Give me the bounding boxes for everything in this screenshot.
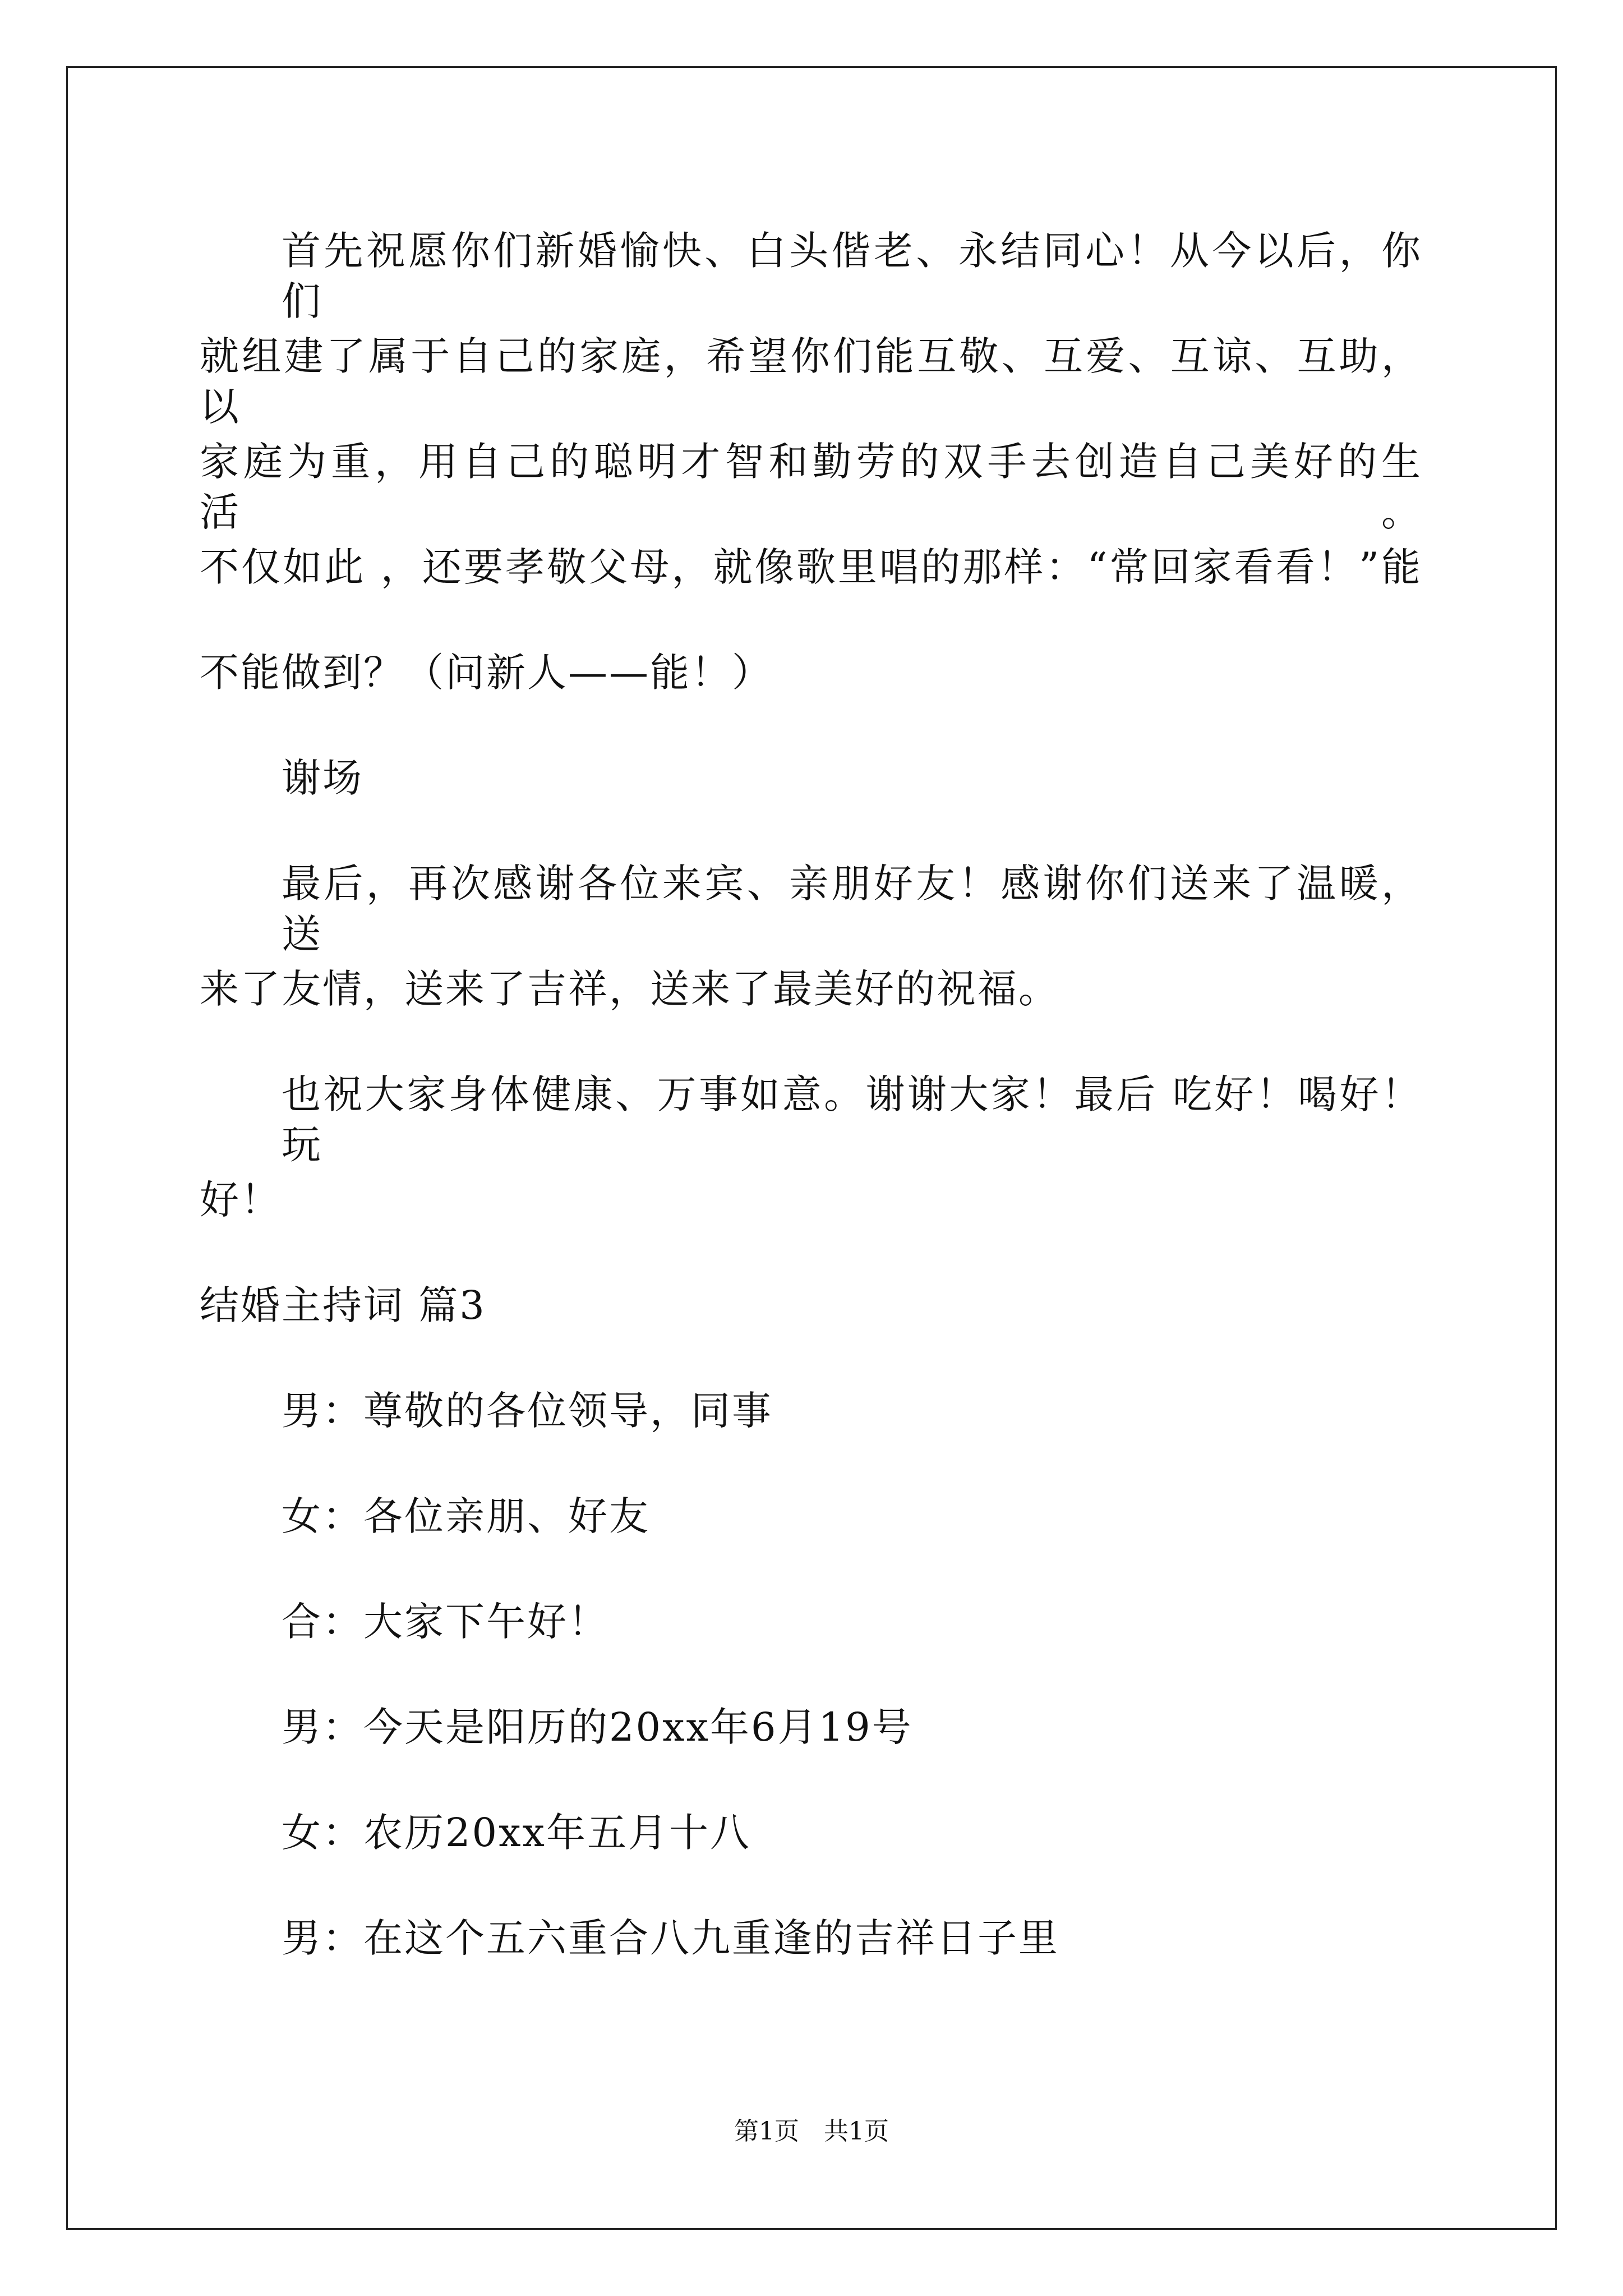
dialogue-line: 女：农历20xx年五月十八 [282,1810,751,1856]
dialogue-line: 男：尊敬的各位领导，同事 [282,1388,773,1434]
section-label: 谢场 [282,755,363,801]
paragraph-line: 就组建了属于自己的家庭，希望你们能互敬、互爱、互谅、互助，以 [200,333,1422,430]
paragraph-line: 首先祝愿你们新婚愉快、白头偕老、永结同心！从今以后，你们 [282,228,1422,324]
dialogue-line: 合：大家下午好！ [282,1599,609,1645]
dialogue-line: 男：在这个五六重合八九重逢的吉祥日子里 [282,1915,1059,1961]
paragraph-line: 不仅如此 ，还要孝敬父母，就像歌里唱的那样：“常回家看看！”能 [200,544,1422,590]
dialogue-line: 男：今天是阳历的20xx年6月19号 [282,1704,913,1750]
paragraph-line: 家庭为重，用自己的聪明才智和勤劳的双手去创造自己美好的生活。 [200,439,1422,535]
paragraph-line: 最后，再次感谢各位来宾、亲朋好友！感谢你们送来了温暖，送 [282,861,1422,957]
dialogue-line: 女：各位亲朋、好友 [282,1493,650,1539]
paragraph-line: 不能做到？（问新人——能！） [200,650,773,696]
paragraph-line: 好！ [200,1177,282,1223]
page-footer: 第1页 共1页 [734,2117,889,2146]
paragraph-line: 也祝大家身体健康、万事如意。谢谢大家！最后 吃好！喝好！玩 [282,1071,1422,1168]
section-heading: 结婚主持词 篇3 [200,1282,486,1328]
paragraph-line: 来了友情，送来了吉祥，送来了最美好的祝福。 [200,966,1059,1012]
